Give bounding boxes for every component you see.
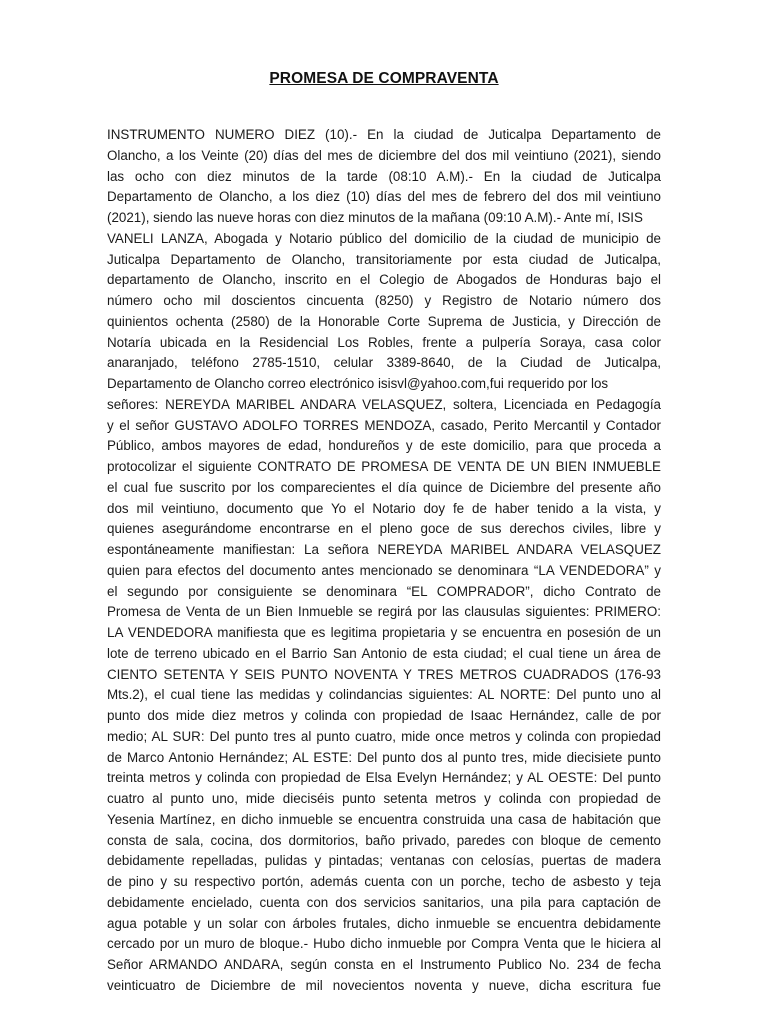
paragraph-line: quienes asegurándome encontrarse en el pleno goce de sus derechos civiles, libre y (107, 521, 661, 537)
paragraph-line: Departamento de Olancho correo electrónico isisvl@yahoo.com,fui requerido por los (107, 376, 609, 391)
paragraph-line: INSTRUMENTO NUMERO DIEZ (10).- En la ciudad de Juticalpa Departamento de (107, 127, 661, 142)
paragraph-line: departamento de Olancho, inscrito en el Colegio de Abogados de Honduras bajo el (107, 272, 661, 288)
document-body (107, 125, 661, 997)
paragraph-line: Yesenia Martínez, en dicho inmueble se encuentra construida una casa de habitación que (107, 811, 661, 827)
document-title: PROMESA DE COMPRAVENTA (269, 70, 499, 87)
paragraph-line: de pino y su respectivo portón, además cuenta con un porche, techo de asbesto y teja (107, 874, 661, 889)
paragraph-line: el segundo por consiguiente se denominara “EL COMPRADOR”, dicho Contrato de (107, 583, 661, 599)
paragraph-line: quinientos ochenta (2580) de la Honorable Corte Suprema de Justicia, y Dirección de (107, 313, 661, 329)
paragraph-line: Promesa de Venta de un Bien Inmueble se regirá por las clausulas siguientes: PRIMERO: (107, 604, 661, 620)
paragraph-line: cuatro al punto uno, mide dieciséis punto setenta metros y colinda con propiedad de (107, 791, 661, 806)
paragraph-line: (2021), siendo las nueve horas con diez minutos de la mañana (09:10 A.M).- Ante mí, ISIS (107, 210, 643, 225)
paragraph-line: agua potable y un solar con árboles frutales, dicho inmueble se encuentra debidamente (107, 915, 661, 931)
paragraph-line: Mts.2), el cual tiene las medidas y colindancias siguientes: AL NORTE: Del punto uno al (107, 687, 661, 703)
paragraph-line: dos mil veintiuno, documento que Yo el Notario doy fe de haber tenido a la vista, y (107, 500, 661, 516)
paragraph-line: VANELI LANZA, Abogada y Notario público del domicilio de la ciudad de municipio de (107, 230, 661, 246)
paragraph-line: espontáneamente manifiestan: La señora NEREYDA MARIBEL ANDARA VELASQUEZ (107, 542, 661, 557)
paragraph-line: LA VENDEDORA manifiesta que es legitima propietaria y se encuentra en posesión de un (107, 625, 661, 640)
paragraph-line: quien para efectos del documento antes mencionado se denominara “LA VENDEDORA” y (107, 562, 661, 578)
paragraph-line: anaranjado, teléfono 2785-1510, celular 3389-8640, de la Ciudad de Juticalpa, (107, 355, 661, 371)
paragraph-line: Señor ARMANDO ANDARA, según consta en el Instrumento Publico No. 234 de fecha (107, 957, 661, 972)
paragraph-line: Departamento de Olancho, a los diez (10) días del mes de febrero del dos mil veintiuno (107, 189, 661, 205)
paragraph-line: consta de sala, cocina, dos dormitorios, baño privado, paredes con bloque de cemento (107, 832, 661, 848)
paragraph-line: punto dos mide diez metros y colinda con propiedad de Isaac Hernández, calle de por (107, 708, 661, 723)
paragraph-line: Público, ambos mayores de edad, hondureños y de este domicilio, para que proceda a (107, 438, 661, 454)
paragraph-line: cercado por un muro de bloque.- Hubo dicho inmueble por Compra Venta que le hiciera al (107, 936, 661, 952)
paragraph-line: Juticalpa Departamento de Olancho, transitoriamente por esta ciudad de Juticalpa, (107, 251, 661, 267)
paragraph-line: veinticuatro de Diciembre de mil novecientos noventa y nueve, dicha escritura fue (107, 977, 661, 993)
paragraph-line: debidamente encielado, cuenta con dos servicios sanitarios, una pila para captación de (107, 894, 661, 910)
paragraph-line: protocolizar el siguiente CONTRATO DE PROMESA DE VENTA DE UN BIEN INMUEBLE (107, 459, 661, 474)
paragraph-line: Notaría ubicada en la Residencial Los Robles, frente a pulpería Soraya, casa color (107, 334, 661, 350)
paragraph-line: CIENTO SETENTA Y SEIS PUNTO NOVENTA Y TRES METROS CUADRADOS (176-93 (107, 666, 661, 682)
paragraph-line: lote de terreno ubicado en el Barrio San Antonio de esta ciudad; el cual tiene un área de (107, 645, 661, 661)
paragraph-line: debidamente repelladas, pulidas y pintadas; ventanas con celosías, puertas de madera (107, 853, 661, 869)
paragraph-line: de Marco Antonio Hernández; AL ESTE: Del punto dos al punto tres, mide diecisiete punto (107, 749, 661, 765)
paragraph-line: las ocho con diez minutos de la tarde (08:10 A.M).- En la ciudad de Juticalpa (107, 168, 661, 184)
paragraph-line: y el señor GUSTAVO ADOLFO TORRES MENDOZA, casado, Perito Mercantil y Contador (107, 417, 661, 433)
paragraph-line: señores: NEREYDA MARIBEL ANDARA VELASQUEZ, soltera, Licenciada en Pedagogía (107, 396, 661, 412)
paragraph-line: el cual fue suscrito por los comparecientes el día quince de Diciembre del presente año (107, 479, 661, 495)
paragraph-line: medio; AL SUR: Del punto tres al punto cuatro, mide once metros y colinda con propiedad (107, 728, 661, 744)
paragraph-line: número ocho mil doscientos cincuenta (8250) y Registro de Notario número dos (107, 293, 661, 308)
paragraph-line: treinta metros y colinda con propiedad de Elsa Evelyn Hernández; y AL OESTE: Del punto (107, 770, 661, 786)
paragraph-line: Olancho, a los Veinte (20) días del mes de diciembre del dos mil veintiuno (2021), siendo (107, 147, 661, 163)
